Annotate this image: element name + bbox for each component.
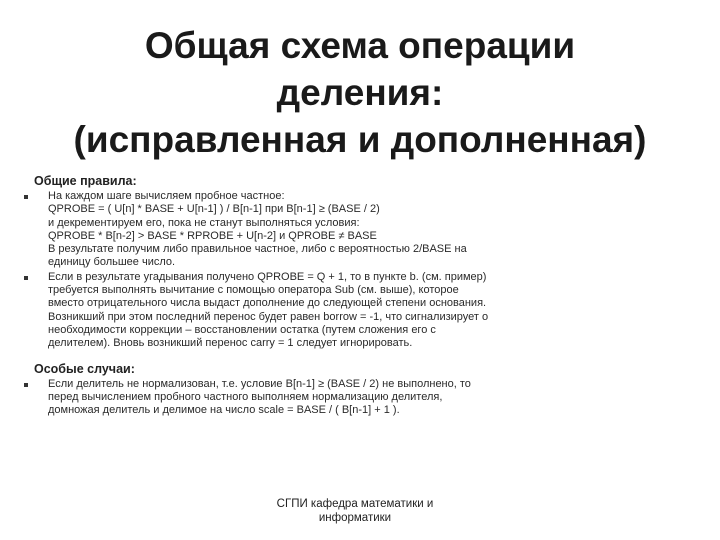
rule-line: В результате получим либо правильное частное, либо с вероятностью 2/BASE на [48, 243, 467, 256]
title-line-3: (исправленная и дополненная) [73, 119, 647, 160]
rule-line: единицу большее число. [48, 256, 176, 269]
rule-line: домножая делитель и делимое на число scale = BASE / ( B[n-1] + 1 ). [48, 404, 400, 417]
bullet-square-icon [24, 276, 28, 280]
general-rules-heading: Общие правила: [34, 174, 137, 188]
rule-line: вместо отрицательного числа выдаст дополнение до следующей степени основания. [48, 297, 487, 310]
rule-line: Если в результате угадывания получено QPROBE = Q + 1, то в пункте b. (см. пример) [48, 270, 487, 283]
rule-line: делителем). Вновь возникший перенос carry = 1 следует игнорировать. [48, 337, 413, 350]
bullet-square-icon [24, 383, 28, 387]
rule-formula: QPROBE * B[n-2] > BASE * RPROBE + U[n-2] и QPROBE ≠ BASE [48, 229, 377, 242]
special-case-1 [34, 378, 564, 418]
rule-line: необходимости коррекции – восстановлении остатка (путем сложения его с [48, 323, 436, 336]
general-rule-2 [34, 271, 564, 351]
special-cases-heading: Особые случаи: [34, 361, 135, 376]
bullet-square-icon [24, 195, 28, 199]
title-line-1: Общая схема операции [144, 25, 576, 66]
rule-line: и декрементируем его, пока не станут выполняться условия: [48, 216, 360, 229]
general-rule-1 [34, 190, 564, 270]
title-line-2: деления: [276, 72, 444, 113]
rule-line: Если делитель не нормализован, т.е. условие B[n-1] ≥ (BASE / 2) не выполнено, то [48, 377, 471, 390]
rule-line: Возникший при этом последний перенос будет равен borrow = -1, что сигнализирует о [48, 310, 489, 323]
footer-line-1: СГПИ кафедра математики и [276, 498, 434, 510]
slide-footer [250, 497, 460, 525]
rule-formula: QPROBE = ( U[n] * BASE + U[n-1] ) / B[n-1] при B[n-1] ≥ (BASE / 2) [48, 203, 380, 216]
footer-line-2: информатики [318, 512, 392, 524]
slide-content [34, 174, 564, 417]
rule-line: перед вычислением пробного частного выполняем нормализацию делителя, [48, 390, 443, 403]
slide-title [20, 22, 700, 163]
rule-line: требуется выполнять вычитание с помощью оператора Sub (см. выше), которое [48, 284, 459, 297]
rule-line: На каждом шаге вычисляем пробное частное: [48, 190, 285, 202]
